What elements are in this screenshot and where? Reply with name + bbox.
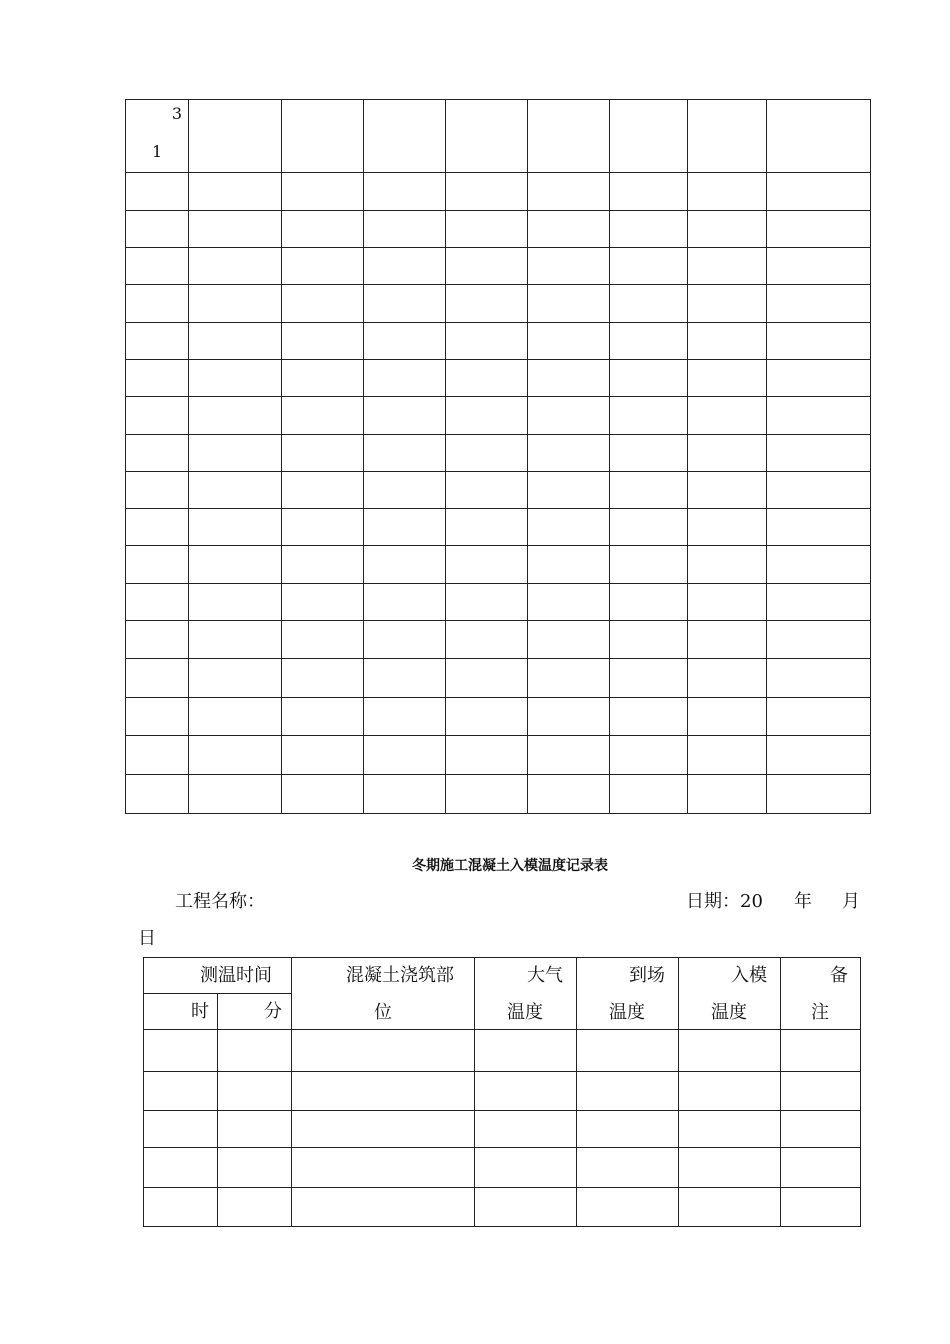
table-cell[interactable]	[767, 509, 871, 546]
table-cell[interactable]	[528, 472, 610, 509]
table-cell[interactable]	[126, 659, 189, 698]
table-cell[interactable]	[364, 698, 446, 736]
table-cell[interactable]	[781, 1030, 861, 1072]
table-cell[interactable]	[679, 1072, 781, 1111]
date-label: 日期：20	[686, 891, 763, 912]
table-cell[interactable]	[189, 435, 282, 472]
table-cell[interactable]	[126, 472, 189, 509]
table-cell[interactable]	[610, 323, 688, 360]
header-row	[144, 958, 861, 994]
table-cell[interactable]	[282, 323, 364, 360]
table-cell[interactable]	[292, 1030, 475, 1072]
table-cell[interactable]	[528, 248, 610, 285]
table-cell[interactable]	[767, 621, 871, 659]
day-label: 日	[138, 928, 156, 949]
table-cell[interactable]	[282, 509, 364, 546]
table-cell[interactable]	[610, 546, 688, 584]
table-cell[interactable]	[189, 546, 282, 584]
table-cell[interactable]	[688, 211, 767, 248]
table-cell[interactable]	[446, 509, 528, 546]
table-cell[interactable]	[282, 360, 364, 397]
table-row	[144, 1148, 861, 1188]
table-cell[interactable]	[475, 1030, 577, 1072]
table-cell[interactable]	[528, 397, 610, 435]
table-cell[interactable]	[446, 435, 528, 472]
form-title: 冬期施工混凝土入模温度记录表	[412, 858, 608, 874]
table-cell[interactable]	[126, 173, 189, 211]
table-cell[interactable]	[688, 173, 767, 211]
table-cell[interactable]	[364, 775, 446, 814]
mold-temperature-table	[143, 957, 861, 1227]
table-cell[interactable]	[282, 736, 364, 775]
table-row	[126, 100, 871, 173]
table-cell[interactable]	[282, 621, 364, 659]
table-cell[interactable]	[189, 397, 282, 435]
table-cell[interactable]	[610, 584, 688, 621]
table-cell[interactable]	[610, 100, 688, 173]
table-cell[interactable]	[781, 1111, 861, 1148]
table-cell[interactable]	[446, 621, 528, 659]
table-cell[interactable]	[688, 509, 767, 546]
table-cell[interactable]	[767, 248, 871, 285]
table-cell[interactable]	[679, 1188, 781, 1227]
table-cell[interactable]	[688, 546, 767, 584]
table-cell[interactable]	[767, 211, 871, 248]
header-hour: 时	[144, 994, 218, 1030]
table-cell[interactable]	[528, 698, 610, 736]
table-cell[interactable]	[218, 1188, 292, 1227]
table-cell[interactable]	[528, 435, 610, 472]
table-cell[interactable]	[610, 397, 688, 435]
table-cell[interactable]	[610, 173, 688, 211]
table-cell[interactable]	[189, 100, 282, 173]
table-cell[interactable]	[218, 1148, 292, 1188]
table-cell[interactable]	[767, 323, 871, 360]
table-cell[interactable]	[610, 659, 688, 698]
table-cell[interactable]	[446, 248, 528, 285]
table-cell[interactable]	[446, 285, 528, 323]
table-cell[interactable]	[446, 546, 528, 584]
table-cell[interactable]	[688, 435, 767, 472]
table-cell[interactable]	[292, 1111, 475, 1148]
table-cell[interactable]	[189, 323, 282, 360]
table-cell[interactable]	[767, 100, 871, 173]
table-cell[interactable]	[767, 397, 871, 435]
table-cell[interactable]	[577, 1111, 679, 1148]
table-cell[interactable]	[189, 472, 282, 509]
table-cell[interactable]	[528, 546, 610, 584]
table-cell[interactable]	[189, 285, 282, 323]
table-cell[interactable]	[282, 100, 364, 173]
table-cell[interactable]	[189, 621, 282, 659]
table-cell[interactable]	[189, 736, 282, 775]
table-cell[interactable]	[688, 360, 767, 397]
table-cell[interactable]	[688, 397, 767, 435]
table-cell[interactable]	[446, 472, 528, 509]
table-cell[interactable]	[364, 659, 446, 698]
table-cell[interactable]	[364, 285, 446, 323]
table-cell[interactable]	[446, 360, 528, 397]
table-row	[144, 1030, 861, 1072]
table-cell[interactable]	[292, 1148, 475, 1188]
table-cell[interactable]	[282, 546, 364, 584]
table-cell[interactable]	[126, 546, 189, 584]
table-cell[interactable]	[218, 1030, 292, 1072]
table-cell[interactable]	[282, 584, 364, 621]
table-cell[interactable]	[189, 211, 282, 248]
table-row	[126, 173, 871, 211]
table-cell[interactable]	[364, 546, 446, 584]
table-cell[interactable]	[528, 323, 610, 360]
table-cell[interactable]	[144, 1072, 218, 1111]
table-cell[interactable]	[364, 472, 446, 509]
project-name-label: 工程名称：	[175, 891, 265, 912]
table-cell[interactable]	[688, 248, 767, 285]
table-cell[interactable]	[688, 698, 767, 736]
table-cell[interactable]	[189, 360, 282, 397]
table-cell[interactable]	[528, 285, 610, 323]
day-digit: 1	[152, 142, 163, 161]
table-cell[interactable]	[282, 435, 364, 472]
table-row	[126, 736, 871, 775]
table-cell[interactable]	[610, 736, 688, 775]
table-cell[interactable]	[475, 1148, 577, 1188]
table-row	[144, 1111, 861, 1148]
table-row	[126, 397, 871, 435]
table-cell[interactable]	[364, 173, 446, 211]
table-cell[interactable]	[688, 621, 767, 659]
table-cell[interactable]	[767, 659, 871, 698]
table-cell[interactable]	[528, 211, 610, 248]
table-cell[interactable]	[577, 1148, 679, 1188]
table-cell[interactable]	[282, 397, 364, 435]
table-cell[interactable]	[126, 509, 189, 546]
table-cell[interactable]	[364, 211, 446, 248]
table-cell[interactable]	[189, 173, 282, 211]
table-cell[interactable]	[781, 1148, 861, 1188]
table-cell[interactable]	[282, 248, 364, 285]
table-cell[interactable]	[144, 1030, 218, 1072]
table-row	[126, 211, 871, 248]
table-row	[126, 248, 871, 285]
table-cell[interactable]	[282, 211, 364, 248]
table-row	[126, 775, 871, 814]
table-cell[interactable]	[767, 775, 871, 814]
table-cell[interactable]	[446, 397, 528, 435]
table-cell[interactable]	[364, 509, 446, 546]
table-cell[interactable]	[126, 360, 189, 397]
table-cell[interactable]	[610, 775, 688, 814]
table-cell[interactable]	[364, 248, 446, 285]
table-cell[interactable]	[688, 285, 767, 323]
table-cell[interactable]	[767, 584, 871, 621]
table-cell[interactable]	[364, 736, 446, 775]
table-cell[interactable]	[126, 435, 189, 472]
table-cell[interactable]	[126, 397, 189, 435]
table-cell[interactable]	[218, 1111, 292, 1148]
table-cell[interactable]	[528, 621, 610, 659]
table-row	[126, 659, 871, 698]
table-cell[interactable]	[144, 1188, 218, 1227]
header-minute: 分	[218, 994, 292, 1030]
table-cell[interactable]	[446, 698, 528, 736]
table-cell[interactable]	[767, 435, 871, 472]
table-cell[interactable]	[610, 211, 688, 248]
table-cell[interactable]	[610, 435, 688, 472]
table-cell[interactable]	[282, 472, 364, 509]
table-cell[interactable]	[767, 736, 871, 775]
table-cell[interactable]	[126, 211, 189, 248]
top-record-table	[125, 99, 871, 814]
table-cell[interactable]	[688, 472, 767, 509]
table-cell[interactable]	[688, 323, 767, 360]
table-cell[interactable]	[126, 621, 189, 659]
day-digit: 3	[171, 104, 182, 123]
table-row	[126, 472, 871, 509]
table-cell[interactable]	[767, 698, 871, 736]
table-cell[interactable]	[528, 100, 610, 173]
table-cell[interactable]	[528, 736, 610, 775]
table-cell[interactable]	[282, 698, 364, 736]
table-cell[interactable]	[610, 360, 688, 397]
table-cell[interactable]	[577, 1188, 679, 1227]
table-cell[interactable]	[364, 621, 446, 659]
table-cell[interactable]	[144, 1111, 218, 1148]
table-cell[interactable]	[767, 360, 871, 397]
table-cell[interactable]	[528, 775, 610, 814]
table-cell[interactable]	[364, 323, 446, 360]
table-cell[interactable]	[364, 435, 446, 472]
table-cell[interactable]	[126, 775, 189, 814]
table-cell[interactable]	[475, 1072, 577, 1111]
table-cell[interactable]	[446, 659, 528, 698]
table-row	[144, 1188, 861, 1227]
table-row	[144, 1072, 861, 1111]
table-cell[interactable]	[688, 659, 767, 698]
table-cell[interactable]	[446, 323, 528, 360]
table-cell[interactable]	[528, 659, 610, 698]
table-cell[interactable]	[446, 211, 528, 248]
table-cell[interactable]	[688, 100, 767, 173]
table-cell[interactable]	[189, 775, 282, 814]
table-cell[interactable]	[126, 323, 189, 360]
table-cell[interactable]	[610, 285, 688, 323]
table-row	[126, 621, 871, 659]
table-cell[interactable]	[767, 173, 871, 211]
table-row	[126, 360, 871, 397]
table-cell[interactable]	[577, 1072, 679, 1111]
table-cell[interactable]	[610, 509, 688, 546]
header-measure-time: 测温时间	[144, 958, 292, 994]
table-cell[interactable]	[189, 509, 282, 546]
table-cell[interactable]	[475, 1111, 577, 1148]
table-row	[126, 584, 871, 621]
table-cell[interactable]	[189, 659, 282, 698]
header-mold-temp: 入模 温度	[679, 958, 781, 1030]
table-cell[interactable]	[446, 173, 528, 211]
table-cell[interactable]	[446, 775, 528, 814]
table-cell[interactable]	[364, 397, 446, 435]
table-row	[126, 509, 871, 546]
year-label: 年	[794, 891, 812, 912]
table-cell[interactable]	[126, 285, 189, 323]
table-cell[interactable]	[781, 1072, 861, 1111]
table-cell[interactable]	[688, 584, 767, 621]
table-cell[interactable]	[282, 285, 364, 323]
header-pour-location: 混凝土浇筑部 位	[292, 958, 475, 1030]
table-cell[interactable]	[679, 1111, 781, 1148]
table-row	[126, 698, 871, 736]
table-cell[interactable]	[446, 736, 528, 775]
table-cell[interactable]	[189, 248, 282, 285]
table-cell[interactable]	[189, 698, 282, 736]
table-cell[interactable]	[446, 584, 528, 621]
table-row	[126, 323, 871, 360]
table-cell[interactable]	[528, 509, 610, 546]
table-cell[interactable]	[577, 1030, 679, 1072]
table-cell[interactable]	[610, 472, 688, 509]
table-cell[interactable]	[282, 775, 364, 814]
table-cell[interactable]	[781, 1188, 861, 1227]
table-cell[interactable]	[610, 621, 688, 659]
table-cell[interactable]	[767, 472, 871, 509]
table-cell[interactable]	[364, 100, 446, 173]
table-cell[interactable]	[218, 1072, 292, 1111]
day-cell-31	[126, 100, 189, 173]
table-cell[interactable]	[610, 698, 688, 736]
table-cell[interactable]	[767, 285, 871, 323]
table-cell[interactable]	[528, 360, 610, 397]
table-cell[interactable]	[282, 173, 364, 211]
table-cell[interactable]	[679, 1148, 781, 1188]
table-cell[interactable]	[126, 698, 189, 736]
table-cell[interactable]	[126, 248, 189, 285]
table-cell[interactable]	[189, 584, 282, 621]
table-cell[interactable]	[688, 736, 767, 775]
table-cell[interactable]	[767, 546, 871, 584]
table-cell[interactable]	[282, 659, 364, 698]
header-air-temp: 大气 温度	[475, 958, 577, 1030]
table-cell[interactable]	[126, 736, 189, 775]
table-cell[interactable]	[446, 100, 528, 173]
table-cell[interactable]	[475, 1188, 577, 1227]
table-cell[interactable]	[364, 360, 446, 397]
table-row	[126, 435, 871, 472]
table-cell[interactable]	[679, 1030, 781, 1072]
table-cell[interactable]	[126, 584, 189, 621]
table-cell[interactable]	[528, 584, 610, 621]
table-cell[interactable]	[610, 248, 688, 285]
table-cell[interactable]	[292, 1188, 475, 1227]
table-cell[interactable]	[528, 173, 610, 211]
month-label: 月	[842, 891, 860, 912]
header-arrival-temp: 到场 温度	[577, 958, 679, 1030]
table-cell[interactable]	[688, 775, 767, 814]
table-row	[126, 546, 871, 584]
table-row	[126, 285, 871, 323]
table-cell[interactable]	[292, 1072, 475, 1111]
table-cell[interactable]	[144, 1148, 218, 1188]
table-cell[interactable]	[364, 584, 446, 621]
header-notes: 备 注	[781, 958, 861, 1030]
